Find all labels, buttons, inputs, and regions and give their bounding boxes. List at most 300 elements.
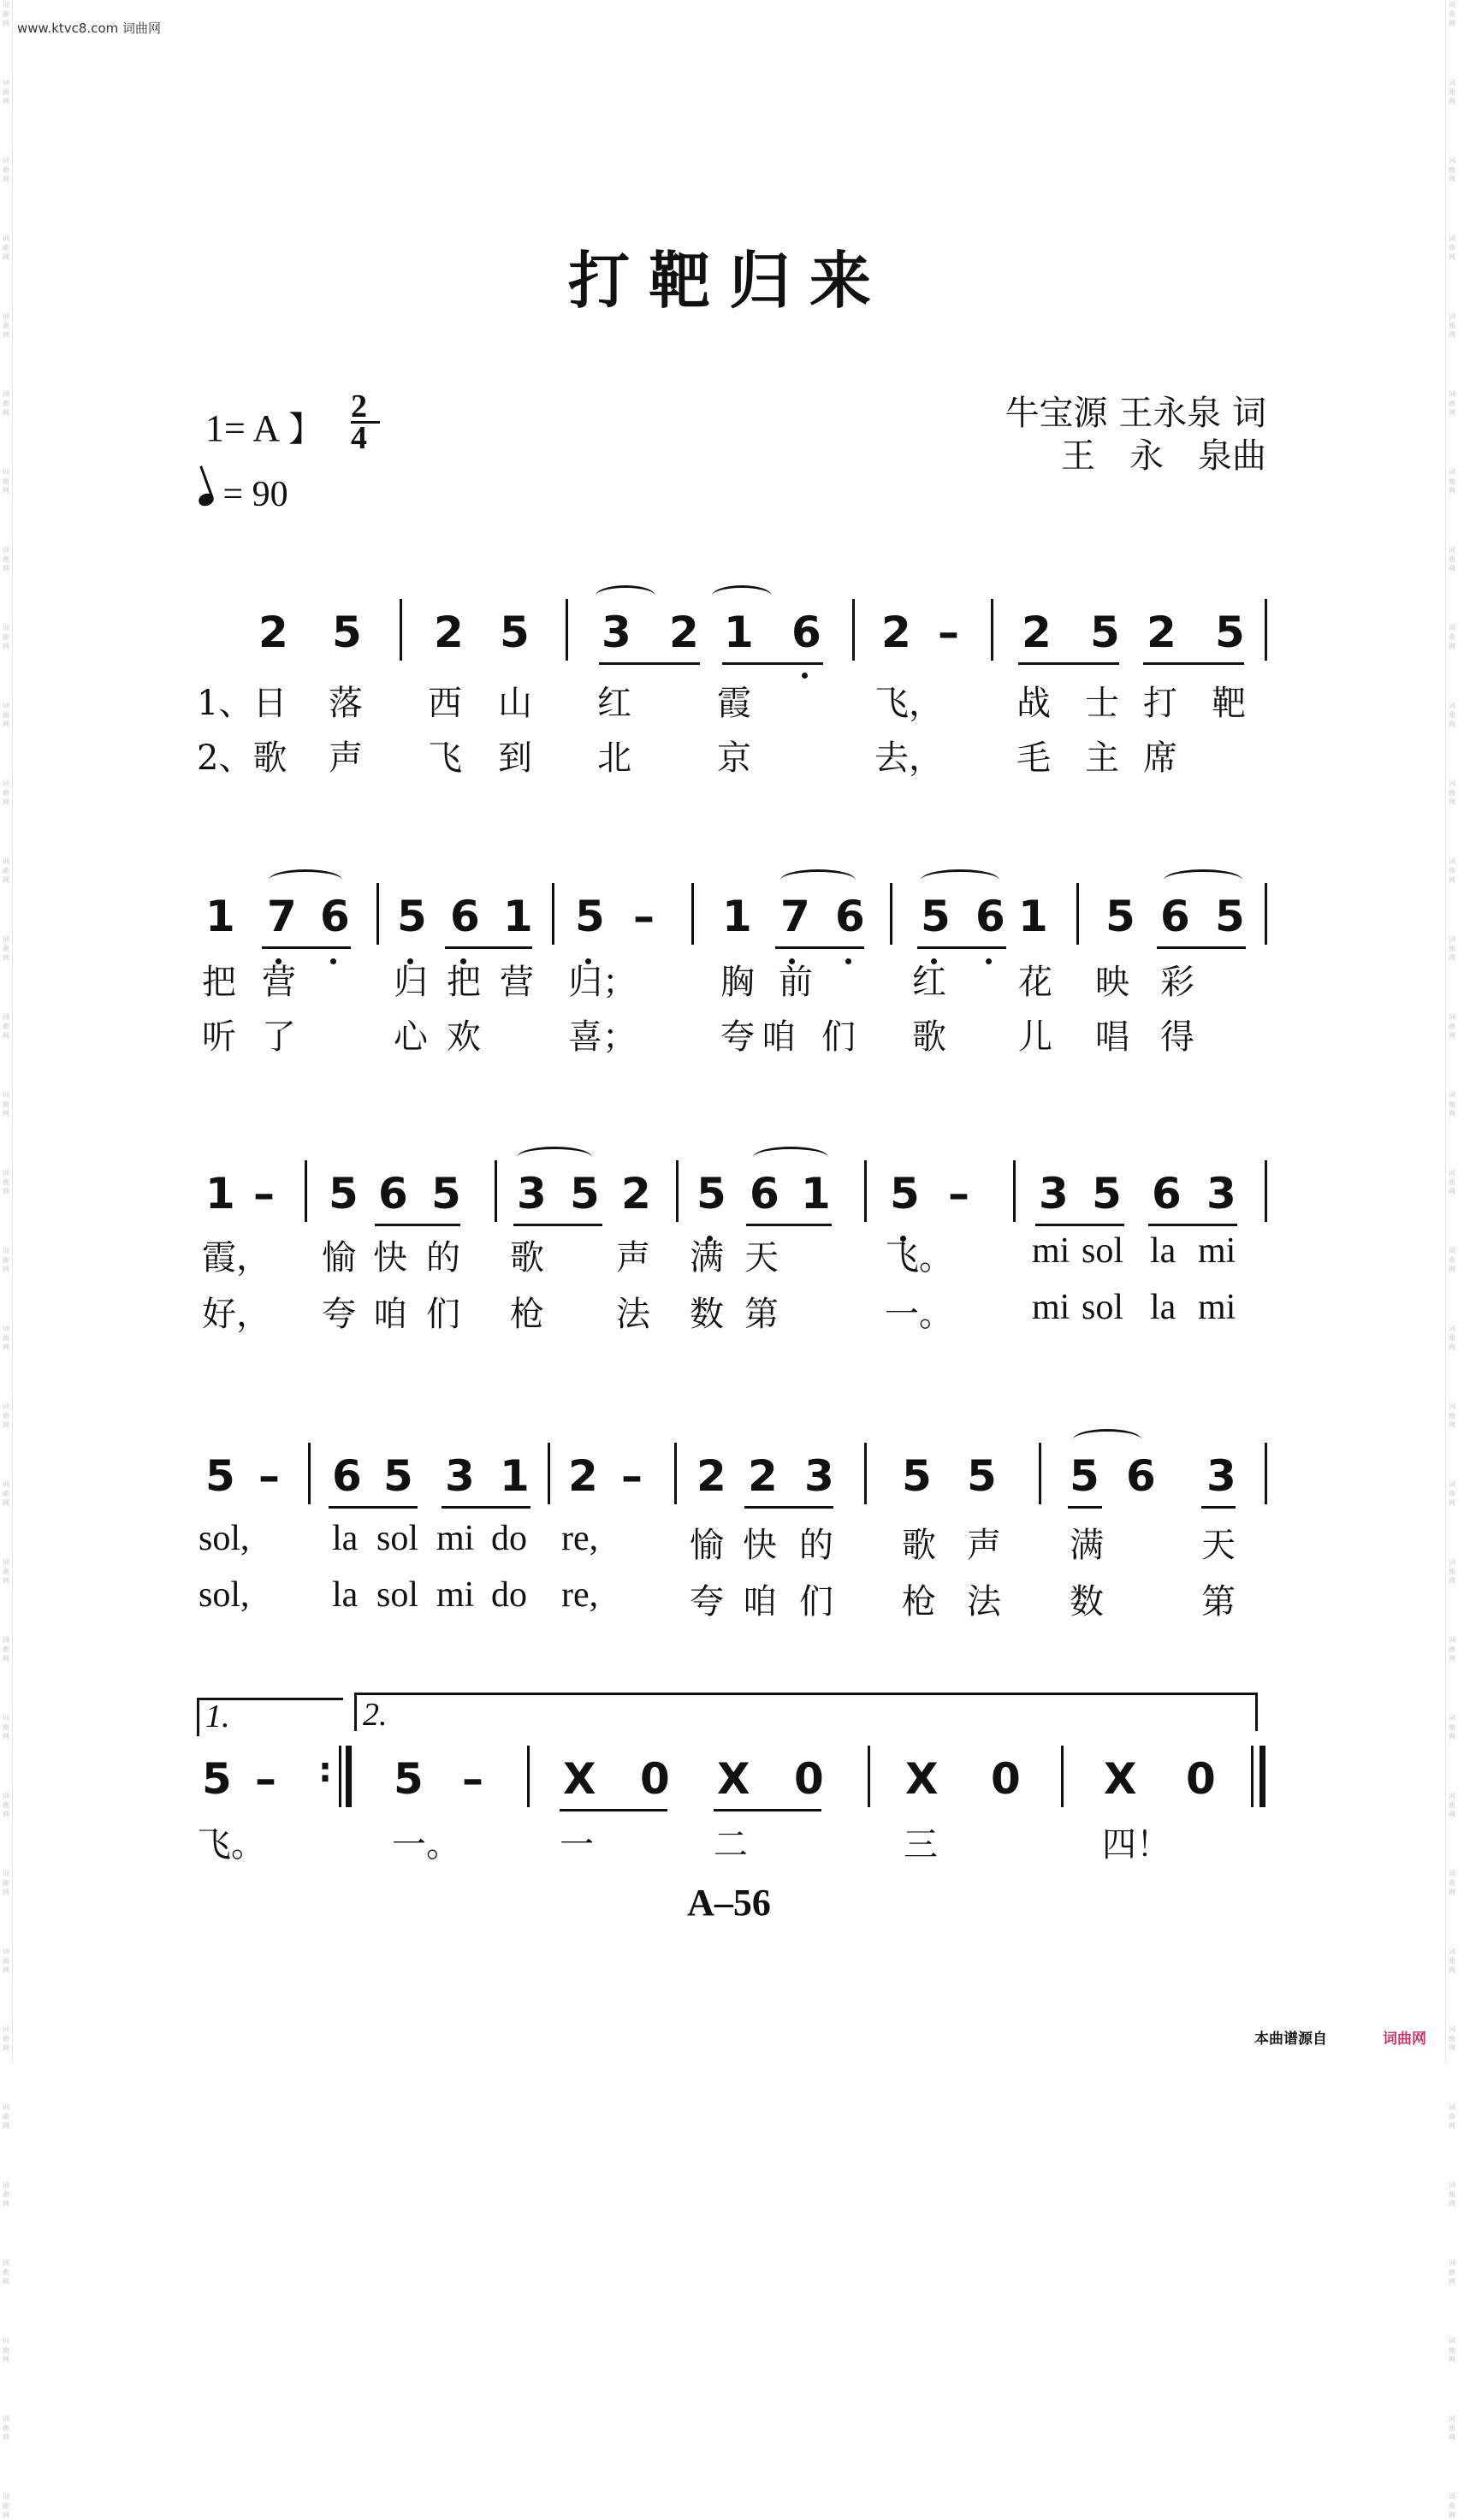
lyric: mi [1198,1288,1236,1327]
time-top: 2 [351,388,367,424]
lyric: 夸 [690,1582,724,1622]
lyric: mi [436,1575,475,1615]
lyric: re, [561,1519,599,1558]
side-mark: 词曲网 [1449,935,1455,962]
end-barline [1259,1746,1265,1807]
note: 1 [503,892,533,941]
lyric: 满 [690,1238,724,1278]
side-mark: 词曲网 [3,1480,9,1507]
lyric: 营 [262,963,296,1002]
lyric: 落 [329,684,363,723]
slur [753,1147,828,1168]
side-mark: 词曲网 [1449,234,1455,261]
note: 5 [575,892,605,941]
side-mark: 词曲网 [3,1636,9,1663]
lyric: 京 [717,738,751,778]
note: 5 [202,1754,232,1804]
lyric: sol, [199,1519,250,1558]
lyric: la [332,1575,359,1615]
barline [1061,1746,1064,1807]
note: 2 [568,1451,598,1501]
side-mark: 词曲网 [3,546,9,572]
note: 0 [991,1754,1021,1804]
underline [262,946,351,949]
note: 5 [570,1169,600,1218]
lyric: 霞， [202,1238,270,1278]
dash: – [255,1754,276,1804]
dash: – [948,1169,969,1218]
barline [890,883,892,945]
note: 6 [1152,1169,1182,1218]
side-mark: 词曲网 [3,2259,9,2286]
lyric: 主 [1085,738,1119,778]
footer-source: 本曲谱源自 [1254,2031,1327,2048]
lyric: 喜； [568,1017,637,1057]
credits [1001,392,1266,477]
side-mark: 词曲网 [1449,1325,1455,1351]
side-mark: 词曲网 [1449,1247,1455,1273]
note: 5 [205,1451,235,1501]
note: 2 [621,1169,651,1218]
lyric: 声 [967,1526,1001,1565]
side-mark: 词曲网 [3,2181,9,2208]
dash: – [938,608,959,657]
note: 3 [1206,1169,1236,1218]
lyric: 枪 [510,1295,544,1334]
underline [329,1506,418,1509]
side-mark: 词曲网 [3,390,9,417]
underline [744,1506,833,1509]
side-mark: 词曲网 [1449,1,1455,27]
side-mark: 词曲网 [1449,79,1455,105]
lyric: mi [436,1519,475,1558]
tempo-mark [199,474,288,515]
repeat-barline [346,1746,352,1807]
lyricist: 牛宝源 王永泉 词 [1005,394,1266,433]
lyric: 霞 [717,684,751,723]
side-mark: 词曲网 [3,312,9,339]
dash: – [258,1451,280,1501]
lyric: do [491,1519,527,1558]
note: 7 [267,892,297,941]
low-octave-dot [330,958,336,964]
lyric: 花 [1018,963,1052,1002]
side-mark: 词曲网 [1449,2337,1455,2363]
lyric: 红 [912,963,946,1002]
lyric: 打 [1143,684,1177,723]
note: 1 [205,892,235,941]
side-mark: 词曲网 [3,1091,9,1118]
site-watermark: www.ktvc8.com 词曲网 [17,21,162,36]
underline [1035,1224,1124,1226]
note: 1 [500,1451,530,1501]
note: X [563,1754,596,1804]
song-title: 打靶归来 [567,245,890,317]
note: 5 [1092,1169,1122,1218]
side-mark: 词曲网 [1449,468,1455,495]
underline [1157,946,1246,949]
lyric: 数 [690,1295,724,1334]
note: 1 [1018,892,1048,941]
lyric: sol, [199,1575,250,1615]
lyric: 北 [597,738,631,778]
low-octave-dot [986,958,992,964]
underline [775,946,864,949]
barline [308,1443,311,1504]
lyric: 把 [202,963,236,1002]
lyric: 三 [904,1825,938,1865]
lyric: 胸 [720,963,755,1002]
side-mark: 词曲网 [1449,1091,1455,1118]
side-mark: 词曲网 [1449,624,1455,650]
lyric: 数 [1070,1582,1104,1622]
side-mark: 词曲网 [1449,1636,1455,1663]
underline [1143,662,1244,665]
note: 2 [1022,608,1052,657]
lyric: 士 [1085,684,1119,723]
lyric: 愉 [690,1526,724,1565]
note: 2 [881,608,911,657]
note: 6 [320,892,350,941]
low-octave-dot [845,958,851,964]
repeat-dots: : [318,1751,332,1790]
note: 0 [640,1754,670,1804]
barline [852,599,855,661]
barline [1265,1160,1267,1222]
lyric: 咱 [743,1582,777,1622]
lyric: 听 [202,1017,236,1057]
lyric: 西 [428,684,462,723]
underline [1148,1224,1237,1226]
side-mark: 词曲网 [1449,1792,1455,1818]
lyric: mi [1032,1231,1070,1271]
lyric: do [491,1575,527,1615]
first-ending-label: 1. [205,1699,230,1734]
side-mark: 词曲网 [3,79,9,105]
lyric: mi [1198,1231,1236,1271]
underline [442,1506,530,1509]
underline [445,946,532,949]
quarter-note-icon [197,491,216,507]
lyric: 快 [743,1526,777,1565]
note: 1 [724,608,754,657]
lyric: sol [376,1575,419,1615]
side-mark: 词曲网 [3,1402,9,1429]
slur [596,585,655,607]
lyric: 飞， [874,684,943,723]
side-mark: 词曲网 [3,468,9,495]
lyric: 咱 [373,1295,407,1334]
lyric: 飞 [428,738,462,778]
side-mark: 词曲网 [3,1169,9,1195]
note: 6 [332,1451,362,1501]
dash: – [253,1169,275,1218]
note: 2 [696,1451,726,1501]
lyric: re, [561,1575,599,1615]
dash: – [621,1451,643,1501]
lyric: la [1150,1231,1176,1271]
barline [691,883,694,945]
underline [375,1224,460,1226]
slur [780,869,856,891]
side-mark: 词曲网 [3,1792,9,1818]
note: 5 [1070,1451,1099,1501]
side-mark: 词曲网 [1449,2415,1455,2441]
side-mark: 词曲网 [1449,2259,1455,2286]
side-mark: 词曲网 [3,857,9,884]
lyric: 前 [779,963,813,1002]
note: 2 [748,1451,778,1501]
lyric: 声 [616,1238,650,1278]
note: 3 [517,1169,547,1218]
side-mark: 词曲网 [1449,2103,1455,2130]
side-mark: 词曲网 [3,935,9,962]
note: 6 [791,608,821,657]
tempo-value: = 90 [222,475,288,514]
lyric: 飞。 [885,1238,953,1278]
note: 5 [1105,892,1135,941]
note: 6 [975,892,1005,941]
lyric: 们 [426,1295,460,1334]
note: 5 [1215,608,1245,657]
barline [864,1443,867,1504]
lyric: 天 [1201,1526,1236,1565]
side-mark: 词曲网 [1449,1558,1455,1585]
lyric: 的 [426,1238,460,1278]
lyric: 去， [874,738,943,778]
barline [991,599,993,661]
barline [1013,1160,1016,1222]
side-mark: 词曲网 [3,1013,9,1040]
lyric: 第 [1201,1582,1236,1622]
dash: – [633,892,655,941]
side-mark: 词曲网 [1449,390,1455,417]
note: 5 [890,1169,920,1218]
lyric: 法 [616,1295,650,1334]
side-mark: 词曲网 [3,1247,9,1273]
lyric: 法 [967,1582,1001,1622]
lyric: la [332,1519,359,1558]
side-mark: 词曲网 [3,2493,9,2519]
note: 6 [378,1169,408,1218]
underline [1018,662,1119,665]
side-mark: 词曲网 [1449,1714,1455,1740]
note: 5 [902,1451,932,1501]
barline [1076,883,1079,945]
note: X [717,1754,750,1804]
side-mark: 词曲网 [1449,1480,1455,1507]
lyric: sol [376,1519,419,1558]
lyric: 归； [568,963,637,1002]
note: 5 [1090,608,1120,657]
lyric: 们 [799,1582,833,1622]
note: 5 [383,1451,413,1501]
barline [527,1746,530,1807]
side-mark: 词曲网 [3,1870,9,1896]
note: 0 [1186,1754,1216,1804]
barline [495,1160,497,1222]
barline [548,1443,550,1504]
underline [1068,1506,1102,1509]
barline [1265,1443,1267,1504]
barline [864,1160,867,1222]
lyric: 毛 [1016,738,1051,778]
note: 6 [450,892,480,941]
time-bottom: 4 [351,420,367,456]
note: 2 [669,608,699,657]
note: 6 [1126,1451,1156,1501]
lyric: 二 [714,1825,748,1865]
lyric: 枪 [902,1582,936,1622]
lyric: 愉 [322,1238,356,1278]
side-mark: 词曲网 [3,157,9,183]
lyric: 第 [744,1295,779,1334]
note: X [1104,1754,1137,1804]
underline [599,662,700,665]
barline [1265,599,1267,661]
lyric: 靶 [1212,684,1246,723]
footer-brand[interactable]: 词曲网 [1383,2031,1426,2048]
key-signature: 1= A 】 2 4 [205,402,323,451]
page-number: A–56 [687,1882,771,1924]
underline [714,1809,821,1811]
lyric: 声 [329,738,363,778]
side-mark: 词曲网 [3,1558,9,1585]
lyric: 天 [744,1238,779,1278]
note: 1 [205,1169,235,1218]
lyric: 歌 [902,1526,936,1565]
slur [1164,869,1242,891]
side-mark: 词曲网 [1449,157,1455,183]
lyric: 一。 [885,1295,953,1334]
side-mark: 词曲网 [3,1714,9,1740]
lyric: 的 [799,1526,833,1565]
underline [746,1224,832,1226]
time-signature [351,388,380,456]
side-mark: 词曲网 [3,1,9,27]
key-text: 1= A [205,407,281,449]
side-mark: 词曲网 [1449,1870,1455,1896]
note: 5 [921,892,951,941]
barline [676,1160,679,1222]
lyric: 歌 [510,1238,544,1278]
barline [400,599,402,661]
slur [712,585,772,607]
lyric: 归 [394,963,428,1002]
lyric: 飞。 [197,1825,265,1865]
side-mark: 词曲网 [1449,312,1455,339]
side-mark: 词曲网 [1449,1013,1455,1040]
lyric: 四！ [1102,1825,1171,1865]
note: 5 [696,1169,726,1218]
side-mark: 词曲网 [1449,2493,1455,2519]
note: 6 [750,1169,779,1218]
slur [1073,1429,1141,1450]
side-mark: 词曲网 [1449,702,1455,728]
side-mark: 词曲网 [3,2337,9,2363]
lyric: 欢 [447,1017,481,1057]
side-mark: 词曲网 [3,702,9,728]
side-mark: 词曲网 [1449,1169,1455,1195]
lyric: 得 [1160,1017,1194,1057]
side-mark: 词曲网 [3,2025,9,2052]
side-mark: 词曲网 [3,2103,9,2130]
low-octave-dot [802,673,808,679]
lyric: sol [1082,1288,1124,1327]
underline [917,946,1006,949]
side-mark: 词曲网 [1449,1402,1455,1429]
second-ending-label: 2. [363,1697,388,1733]
note: 3 [1206,1451,1236,1501]
side-mark: 词曲网 [1449,857,1455,884]
side-mark: 词曲网 [3,234,9,261]
lyric: 一 [560,1825,594,1865]
barline [868,1746,870,1807]
note: 3 [602,608,631,657]
note: 3 [804,1451,834,1501]
lyric: 快 [373,1238,407,1278]
lyric: 映 [1095,963,1129,1002]
lyric: sol [1082,1231,1124,1271]
side-mark: 词曲网 [1449,780,1455,806]
note: 2 [434,608,464,657]
lyric: 山 [498,684,532,723]
note: 5 [329,1169,359,1218]
dash: – [462,1754,483,1804]
lyric: la [1150,1288,1176,1327]
note: 7 [780,892,810,941]
note: 1 [722,892,752,941]
lyric: 歌 [912,1017,946,1057]
note: 1 [801,1169,831,1218]
barline [305,1160,307,1222]
side-mark: 词曲网 [1449,546,1455,572]
note: 2 [258,608,288,657]
note: X [905,1754,939,1804]
note: 2 [1147,608,1176,657]
side-mark: 词曲网 [3,780,9,806]
slur [921,869,999,891]
note: 0 [794,1754,824,1804]
lyric: 到 [498,738,532,778]
lyric: 咱 [762,1017,796,1057]
underline [1201,1506,1236,1509]
barline [566,599,568,661]
note: 5 [332,608,362,657]
note: 5 [500,608,530,657]
barline [552,883,554,945]
barline [1039,1443,1041,1504]
end-barline [1251,1746,1254,1807]
barline [674,1443,677,1504]
composer: 王 永 泉曲 [1061,436,1266,476]
lyric: 营 [500,963,534,1002]
lyric: 满 [1070,1526,1104,1565]
side-mark: 词曲网 [1449,2025,1455,2052]
lyric: 红 [597,684,631,723]
lyric: 了 [262,1017,296,1057]
underline [722,662,823,665]
lyric: 2、歌 [197,738,287,778]
lyric: 夸 [322,1295,356,1334]
lyric: 好， [202,1295,270,1334]
slur [269,869,342,891]
note: 5 [431,1169,461,1218]
lyric: 们 [821,1017,856,1057]
side-mark: 词曲网 [3,1325,9,1351]
side-mark: 词曲网 [3,1948,9,1974]
note: 3 [1039,1169,1069,1218]
